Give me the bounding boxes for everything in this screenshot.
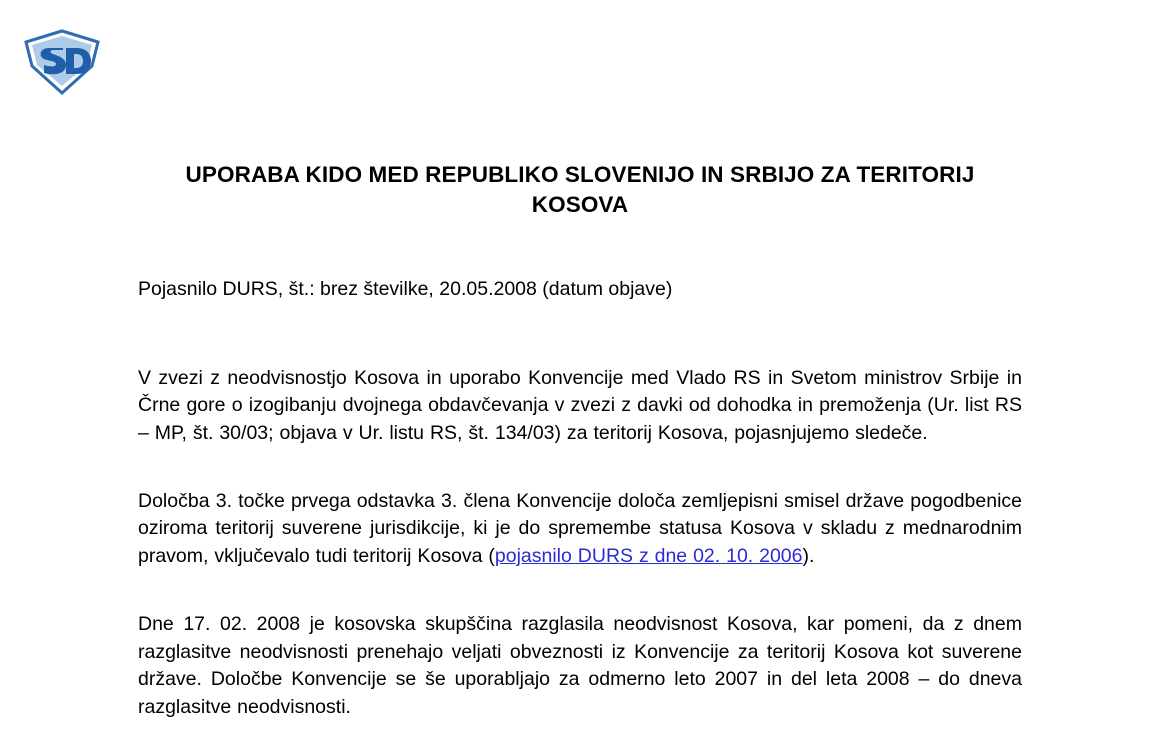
durs-explanation-link[interactable]: pojasnilo DURS z dne 02. 10. 2006 xyxy=(494,545,803,568)
document-body xyxy=(138,160,1022,741)
paragraph-2-after: ). xyxy=(802,545,815,568)
paragraph-2 xyxy=(138,488,1022,571)
sd-shield-logo-icon xyxy=(18,28,106,96)
paragraph-2-before: Določba 3. točke prvega odstavka 3. člena Konvencije določa zemljepisni smisel države pogodbenice oziroma teritorij suverene jurisdikcije, ki je do spremembe statusa Kosova v skladu z mednarodnim pravom, vključevalo tudi teritorij Kosova ( xyxy=(138,489,1022,568)
paragraph-1: V zvezi z neodvisnostjo Kosova in uporabo Konvencije med Vlado RS in Svetom ministrov Srbije in Črne gore o izogibanju dvojnega obdavčevanja v zvezi z davki od dohodka in premoženja (Ur. list RS – MP, št. 30/03; objava v Ur. listu RS, št. 134/03) za teritorij Kosova, pojasnjujemo sledeče. xyxy=(138,366,1022,445)
paragraph-3: Dne 17. 02. 2008 je kosovska skupščina razglasila neodvisnost Kosova, kar pomeni, da z dnem razglasitve neodvisnosti prenehajo veljati obveznosti iz Konvencije za teritorij Kosova kot suverene države. Določbe Konvencije se še uporabljajo za odmerno leto 2007 in del leta 2008 – do dneva razglasitve neodvisnosti. xyxy=(138,612,1022,718)
page-title: UPORABA KIDO MED REPUBLIKO SLOVENIJO IN SRBIJO ZA TERITORIJ KOSOVA xyxy=(185,162,975,217)
document-subtitle: Pojasnilo DURS, št.: brez številke, 20.05.2008 (datum objave) xyxy=(138,278,673,301)
